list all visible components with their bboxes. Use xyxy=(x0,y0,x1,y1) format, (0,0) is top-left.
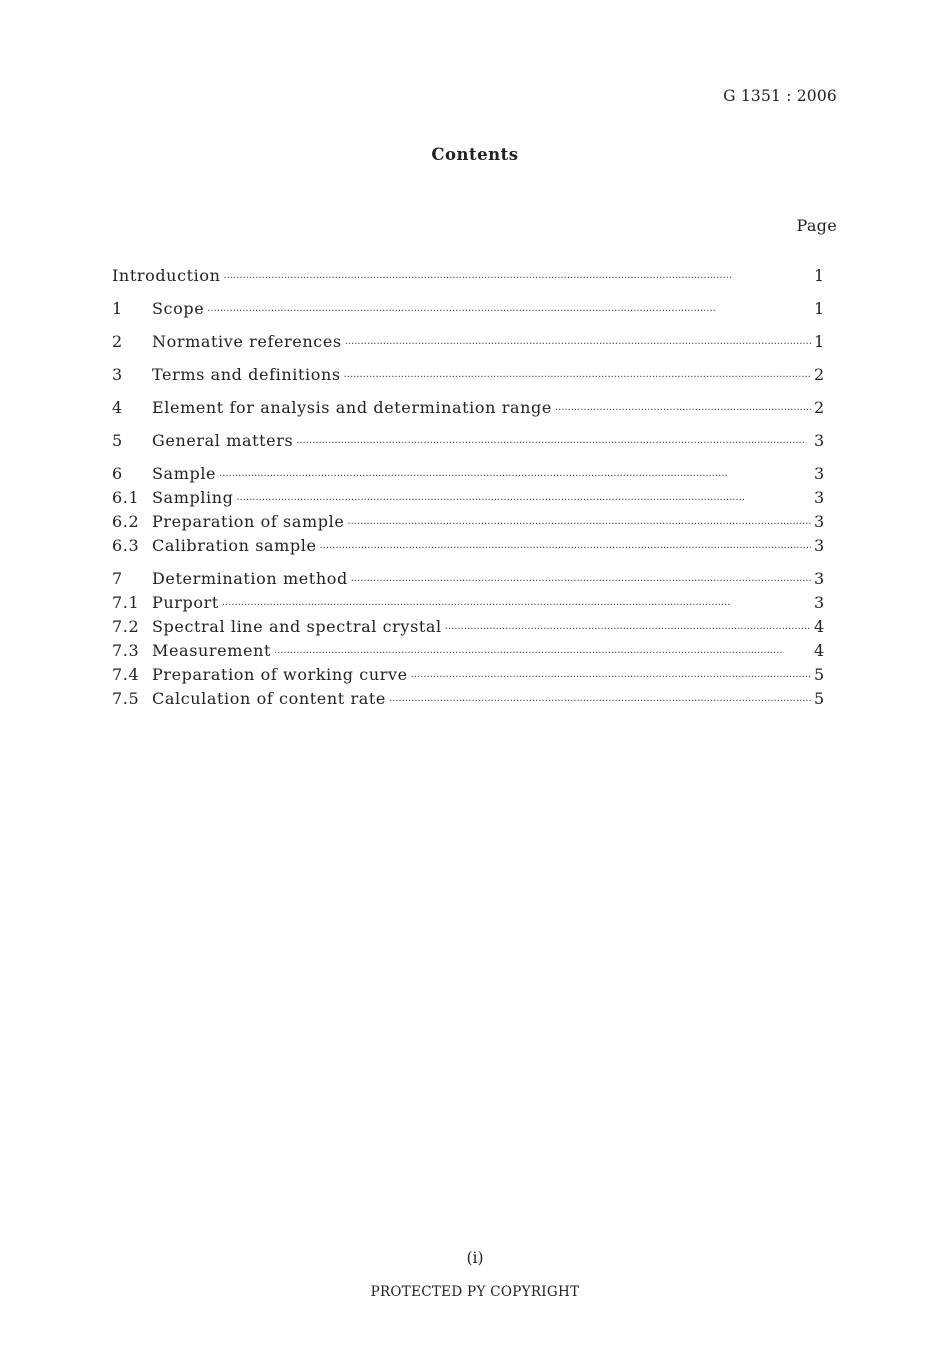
toc-entry-page: 3 xyxy=(814,536,825,555)
dot-leader xyxy=(411,663,811,690)
dot-leader xyxy=(344,363,811,390)
toc-entry-label: General matters xyxy=(152,431,294,450)
table-of-contents xyxy=(112,264,824,711)
dot-leader xyxy=(320,534,811,561)
toc-entry[interactable] xyxy=(112,639,824,663)
toc-entry[interactable] xyxy=(112,396,824,420)
toc-entry-label: Terms and definitions xyxy=(152,365,341,384)
toc-entry-label: Calculation of content rate xyxy=(152,689,386,708)
toc-entry-number: 7.5 xyxy=(112,689,140,708)
dot-leader xyxy=(224,264,811,291)
dot-leader xyxy=(347,510,811,537)
dot-leader xyxy=(274,639,811,666)
dot-leader xyxy=(345,330,811,357)
toc-entry[interactable] xyxy=(112,462,824,486)
toc-entry-label: Calibration sample xyxy=(152,536,317,555)
dot-leader xyxy=(237,486,812,513)
toc-entry-page: 1 xyxy=(814,266,825,285)
toc-entry-number: 7.3 xyxy=(112,641,140,660)
toc-entry[interactable] xyxy=(112,429,824,453)
dot-leader xyxy=(445,615,811,642)
toc-entry-number: 6.2 xyxy=(112,512,140,531)
toc-entry[interactable] xyxy=(112,330,824,354)
toc-entry[interactable] xyxy=(112,534,824,558)
toc-entry-page: 5 xyxy=(814,665,825,684)
toc-entry-number: 2 xyxy=(112,332,123,351)
toc-entry-page: 5 xyxy=(814,689,825,708)
toc-entry-page: 4 xyxy=(814,617,825,636)
toc-entry-label: Purport xyxy=(152,593,219,612)
toc-entry[interactable] xyxy=(112,486,824,510)
toc-entry-label: Preparation of working curve xyxy=(152,665,408,684)
standard-id: G 1351 : 2006 xyxy=(723,87,837,105)
toc-entry-number: 7.4 xyxy=(112,665,140,684)
toc-entry-number: 6 xyxy=(112,464,123,483)
toc-entry[interactable] xyxy=(112,591,824,615)
toc-entry-page: 3 xyxy=(814,431,825,450)
toc-entry-page: 3 xyxy=(814,569,825,588)
toc-entry-page: 2 xyxy=(814,398,825,417)
toc-entry[interactable] xyxy=(112,567,824,591)
toc-entry[interactable] xyxy=(112,615,824,639)
dot-leader xyxy=(555,396,811,423)
dot-leader xyxy=(389,687,811,714)
toc-entry-label: Preparation of sample xyxy=(152,512,345,531)
toc-entry-page: 3 xyxy=(814,488,825,507)
dot-leader xyxy=(219,462,811,489)
toc-entry[interactable] xyxy=(112,510,824,534)
toc-entry-label: Element for analysis and determination range xyxy=(152,398,552,417)
toc-entry-page: 2 xyxy=(814,365,825,384)
toc-entry-label: Measurement xyxy=(152,641,271,660)
toc-entry-page: 4 xyxy=(814,641,825,660)
dot-leader xyxy=(351,567,811,594)
page-title: Contents xyxy=(431,145,519,164)
toc-entry-label: Scope xyxy=(152,299,205,318)
toc-entry[interactable] xyxy=(112,363,824,387)
toc-entry-page: 1 xyxy=(814,299,825,318)
dot-leader xyxy=(207,297,811,324)
copyright-notice: PROTECTED PY COPYRIGHT xyxy=(370,1284,580,1300)
toc-entry-number: 3 xyxy=(112,365,123,384)
toc-entry-page: 1 xyxy=(814,332,825,351)
dot-leader xyxy=(296,429,811,456)
toc-entry[interactable] xyxy=(112,264,824,288)
toc-entry-label: Normative references xyxy=(152,332,342,351)
toc-entry-page: 3 xyxy=(814,593,825,612)
toc-entry-number: 5 xyxy=(112,431,123,450)
toc-entry-label: Determination method xyxy=(152,569,348,588)
toc-entry[interactable] xyxy=(112,297,824,321)
page-column-label: Page xyxy=(796,216,837,235)
toc-entry-label: Sample xyxy=(152,464,217,483)
toc-entry-label: Introduction xyxy=(112,266,221,285)
toc-entry-number: 1 xyxy=(112,299,123,318)
toc-entry-label: Spectral line and spectral crystal xyxy=(152,617,442,636)
toc-entry-number: 6.1 xyxy=(112,488,140,507)
dot-leader xyxy=(222,591,811,618)
toc-entry-number: 7.2 xyxy=(112,617,140,636)
toc-entry-page: 3 xyxy=(814,464,825,483)
page-folio: (i) xyxy=(466,1249,484,1267)
toc-entry-number: 7.1 xyxy=(112,593,140,612)
toc-entry-label: Sampling xyxy=(152,488,234,507)
toc-entry[interactable] xyxy=(112,663,824,687)
toc-entry-number: 7 xyxy=(112,569,123,588)
toc-entry-page: 3 xyxy=(814,512,825,531)
toc-entry-number: 4 xyxy=(112,398,123,417)
toc-entry[interactable] xyxy=(112,687,824,711)
toc-entry-number: 6.3 xyxy=(112,536,140,555)
